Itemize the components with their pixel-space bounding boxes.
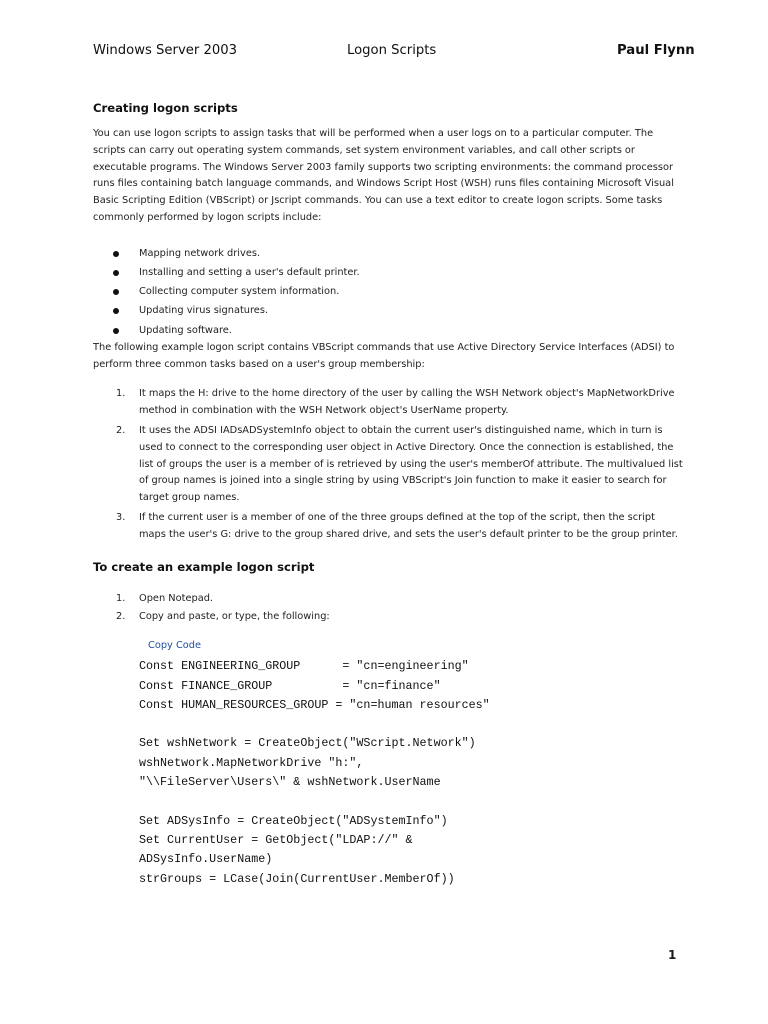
bullet-item: Installing and setting a user's default printer. [93, 263, 683, 282]
numbered-item: 1. Open Notepad. [116, 592, 214, 604]
bullet-item: Mapping network drives. [93, 244, 683, 263]
copy-code-link[interactable]: Copy Code [148, 640, 202, 652]
page-number: 1 [668, 948, 677, 962]
script-task-numbered-list [93, 386, 683, 543]
bullet-item: Collecting computer system information. [93, 282, 683, 301]
code-block-network: Set wshNetwork = CreateObject("WScript.Network") wshNetwork.MapNetworkDrive "h:", "\\FileServer\Users\" & wshNetwork.UserName [139, 736, 476, 790]
numbered-item: 2. It uses the ADSI IADsADSystemInfo object to obtain the current user's distinguished name, which in turn is used to connect to the corresponding user object in Active Directory. Once the connection is established, the list of groups the user is a member of is retrieved by using the user's memberOf attribute. The multivalued list of group names is joined into a single string by using VBScript's Join function to make it easier to search for target group names. [116, 424, 683, 504]
create-steps-list [93, 591, 683, 627]
numbered-item: 1. It maps the H: drive to the home directory of the user by calling the WSH Network object's MapNetworkDrive method in combination with the WSH Network object's UserName property. [116, 388, 675, 417]
bullet-dot-icon [113, 328, 119, 334]
example-intro-paragraph: The following example logon script contains VBScript commands that use Active Directory Service Interfaces (ADSI) to perform three common tasks based on a user's group membership: [93, 341, 675, 370]
section-title-creating-logon-scripts: Creating logon scripts [93, 101, 238, 115]
header-center: Logon Scripts [347, 43, 437, 58]
bullet-dot-icon [113, 289, 119, 295]
bullet-dot-icon [113, 251, 119, 257]
header-left: Windows Server 2003 [93, 43, 238, 58]
section-title-create-example: To create an example logon script [93, 559, 315, 574]
code-block-constants: Const ENGINEERING_GROUP = "cn=engineering" Const FINANCE_GROUP = "cn=finance" Const HUMAN_RESOURCES_GROUP = "cn=human resources" [139, 659, 490, 712]
code-block-adsysinfo: Set ADSysInfo = CreateObject("ADSystemInfo") Set CurrentUser = GetObject("LDAP://" & ADSysInfo.UserName) strGroups = LCase(Join(CurrentUser.MemberOf)) [139, 813, 455, 886]
bullet-dot-icon [113, 308, 119, 314]
bullet-item: Updating software. [93, 321, 683, 340]
header-right: Paul Flynn [617, 43, 695, 58]
numbered-item: 3. If the current user is a member of one of the three groups defined at the top of the script, then the script maps the user's G: drive to the group shared drive, and sets the user's default printer to be the group printer. [116, 511, 678, 540]
bullet-item: Updating virus signatures. [93, 301, 683, 320]
page-content [93, 100, 683, 889]
intro-paragraph: You can use logon scripts to assign tasks that will be performed when a user logs on to a particular computer. The scripts can carry out operating system commands, set system environment variables, and call other scripts or executable programs. The Windows Server 2003 family supports two scripting environments: the command processor runs files containing batch language commands, and Windows Script Host (WSH) runs files containing Microsoft Visual Basic Scripting Edition (VBScript) or Jscript commands. You can use a text editor to create logon scripts. Some tasks commonly performed by logon scripts include: [93, 128, 674, 223]
bullet-dot-icon [113, 270, 119, 276]
numbered-item: 2. Copy and paste, or type, the following: [116, 611, 330, 623]
task-bullet-list [93, 244, 683, 340]
